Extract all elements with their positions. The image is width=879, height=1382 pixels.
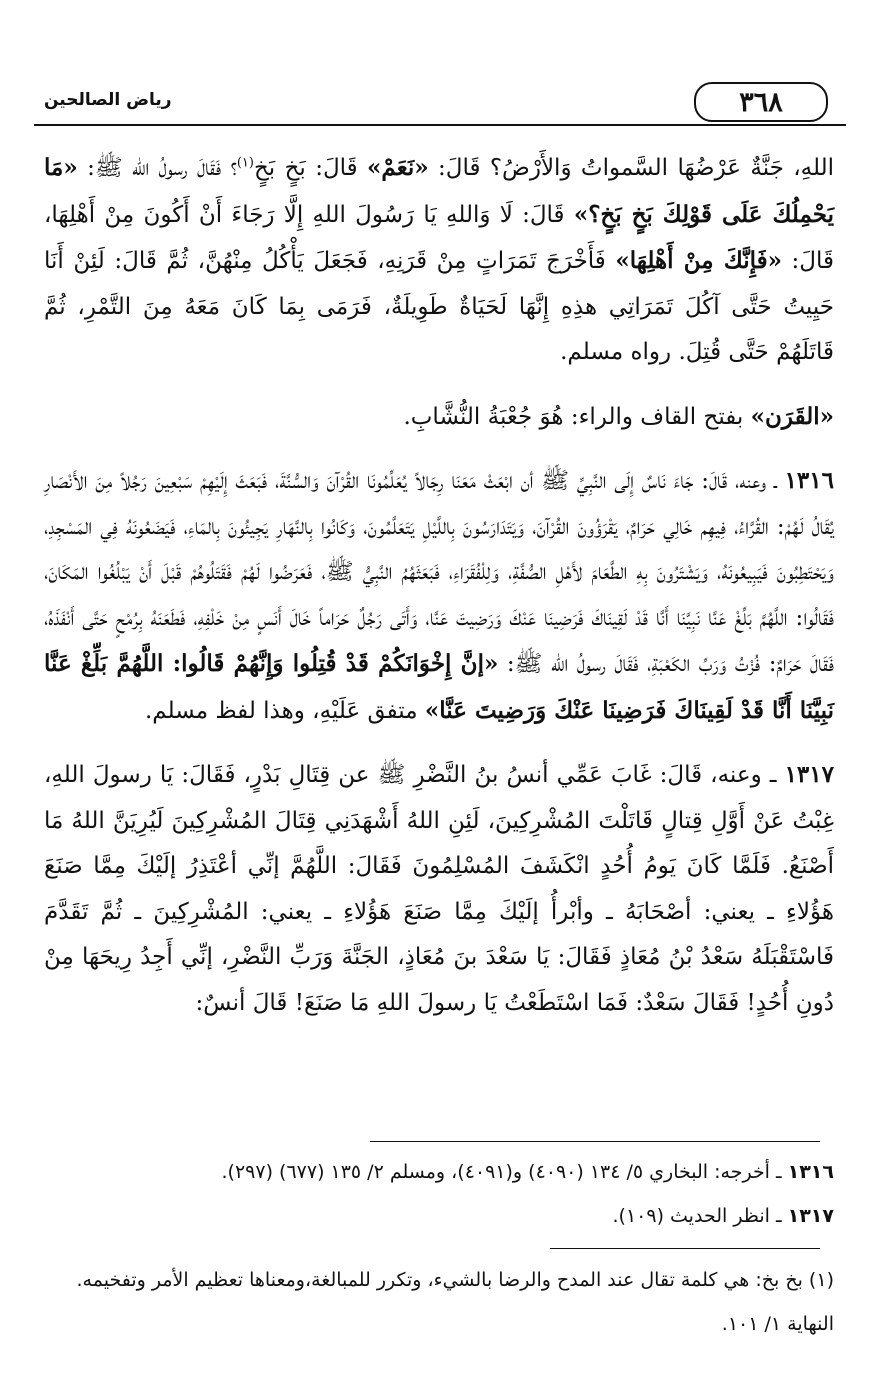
reference-number: ١٣١٧ bbox=[787, 1205, 834, 1227]
gloss-paragraph bbox=[44, 394, 834, 441]
hadith-source: متفق عَلَيْهِ، وهذا لفظ مسلم. bbox=[144, 697, 425, 724]
running-title: رياض الصالحين bbox=[44, 90, 172, 110]
prophet-quote: «إنَّ إِخْوَانَكُمْ قَدْ قُتِلُوا وَإِنَّهُمْ قَالُوا: اللَّهُمَّ بَلِّغْ عَنَّا نَبِيَّنَا أَنَّا قَدْ لَقِينَاكَ فَرَضِينَا عَنْكَ وَرَضِيتَ عَنَّا» bbox=[44, 650, 834, 724]
glossed-word: «القَرَن» bbox=[750, 402, 834, 430]
hadith-number: ١٣١٦ bbox=[784, 467, 834, 494]
reference-1316 bbox=[44, 1150, 834, 1194]
page-number-frame bbox=[694, 82, 828, 122]
page-header bbox=[34, 70, 846, 128]
hadith-references bbox=[44, 1150, 834, 1238]
footnote-divider bbox=[550, 1248, 820, 1249]
hadith-text: ـ وعنه، قَالَ: جَاءَ نَاسٌ إِلَى النَّبِيِّ ﷺ أن ابْعَثْ مَعَنَا رِجَالاً يُعَلِّمُونَا القُرْآنَ وَالسُّنَّةَ، فَبَعَثَ إِلَيْهِمْ سَبْعِينَ رَجُلاً مِنَ الأَنْصَارِ يُقَالُ لَهُمْ: القُرَّاءُ، فِيهِم خَالِي حَرَامٌ، يَقْرَؤُونَ القُرْآنَ، وَيَتَدَارَسُونَ بِاللَّيْلِ يَتَعَلَّمُونَ، وَكَانُوا بِالنَّهَارِ يَجِيئُونَ بِالمَاءِ، فَيَضَعُونَهُ فِي المَسْجِدِ، وَيَحْتَطِبُونَ فَيَبِيعُونَهُ، وَيَشْتَرُونَ بِهِ الطَّعَامَ لأَهْلِ الصُّفَّةِ، وَلِلْفُقَرَاءِ، فَبَعَثَهُمُ النَّبِيُّ ﷺ، فَعَرَضُوا لَهُمْ فَقَتَلُوهُمْ قَبْلَ أَنْ يَبْلُغُوا المَكَانَ، فَقَالُوا: اللَّهُمَّ بَلِّغْ عَنَّا نَبِيَّنَا أَنَّا قَدْ لَقِينَاكَ فَرَضِينَا عَنْكَ وَرَضِيتَ عَنَّا، وَأَتَى رَجُلٌ حَرَاماً خَالَ أَنَسٍ مِنْ خَلْفِهِ، فَطَعَنَهُ بِرُمْحٍ حَتَّى أَنْفَذَهُ، فَقَالَ حَرَامٌ: فُزْتُ وَرَبِّ الكَعْبَةِ، فَقَالَ رسولُ الله ﷺ: bbox=[44, 468, 834, 677]
prophet-quote: «نَعَمْ» bbox=[367, 154, 429, 181]
hadith-1316 bbox=[44, 458, 834, 734]
hadith-text: ـ وعنه، قَالَ: غَابَ عَمِّي أنسُ بنُ النَّضْرِ ﷺ عن قِتَالِ بَدْرٍ، فَقَالَ: يَا رسولَ اللهِ، غِبْتُ عَنْ أَوَّلِ قِتالٍ قَاتَلْتَ المُشْرِكِينَ، لَئِنِ اللهُ أَشْهَدَنِي قِتَالَ المُشْرِكِينَ لَيُرِيَنَّ اللهُ مَا أَصْنَعُ. فَلَمَّا كَانَ يَومُ أُحُدٍ انْكَشَفَ المُسْلِمُونَ فَقَالَ: اللَّهُمَّ إنِّي أعْتَذِرُ إلَيْكَ مِمَّا صَنَعَ هَؤُلاءِ ـ يعني: أصْحَابَهُ ـ وأبْرأُ إلَيْكَ مِمَّا صَنَعَ هَؤُلاءِ ـ يعني: المُشْرِكِينَ ـ ثُمَّ تَقَدَّمَ فَاسْتَقْبَلَهُ سَعْدُ بْنُ مُعَاذٍ فَقَالَ: يَا سَعْدَ بنَ مُعَاذٍ، الجَنَّةَ وَرَبِّ النَّضْرِ، إنِّي أَجِدُ رِيحَهَا مِنْ دُونِ أُحُدٍ! فَقَالَ سَعْدٌ: فَمَا اسْتَطَعْتُ يَا رسولَ اللهِ مَا صَنَعَ! قَالَ أنسٌ: bbox=[44, 762, 834, 1016]
text-run: قَالَ: بَخٍ بَخٍ bbox=[253, 155, 368, 181]
hadith-1317 bbox=[44, 752, 834, 1026]
text-run: فَأَخْرَجَ تَمَرَاتٍ مِنْ قَرَنِهِ، فَجَعَلَ يَأْكُلُ مِنْهُنَّ، ثُمَّ قَالَ: لَئِنْ أَنَا حَيِيتُ حَتَّى آكُلَ تَمَرَاتِي هذِهِ إِنَّهَا لَحَيَاةٌ طَوِيلَةٌ، فَرَمَى بِمَا كَانَ مَعَهُ مِنَ التَّمْرِ، ثُمَّ قَاتَلَهُمْ حَتَّى قُتِلَ. رواه مسلم. bbox=[44, 248, 834, 365]
text-run: قَالَ: لَا وَاللهِ يَا رَسُولَ اللهِ إِلَّا رَجَاءَ أَنْ أَكُونَ مِنْ أَهْلِهَا، قَالَ: bbox=[44, 201, 835, 274]
paragraph-continued bbox=[44, 145, 834, 376]
references-divider bbox=[370, 1141, 820, 1142]
page-number: ٣٦٨ bbox=[739, 86, 783, 118]
main-text bbox=[44, 145, 834, 1026]
reference-number: ١٣١٦ bbox=[787, 1161, 834, 1183]
prophet-quote: «مَا يَحْمِلُكَ عَلَى قَوْلِكَ بَخٍ بَخٍ؟» bbox=[44, 154, 834, 228]
reference-text: ـ أخرجه: البخاري ٥/ ١٣٤ (٤٠٩٠) و(٤٠٩١)، ومسلم ٢/ ١٣٥ (٦٧٧) (٢٩٧). bbox=[221, 1161, 788, 1183]
footnote: (١) بخ بخ: هي كلمة تقال عند المدح والرضا بالشيء، وتكرر للمبالغة،ومعناها تعظيم الأمر وتفخيمه. النهاية ١/ ١٠١. bbox=[76, 1269, 834, 1335]
gloss-text: بفتح القاف والراء: هُوَ جُعْبَةُ النُّشَّابِ. bbox=[403, 403, 751, 430]
prophet-quote: «فَإِنَّكَ مِنْ أَهْلِهَا» bbox=[615, 247, 782, 274]
text-run: ؟ فَقَالَ رسولُ الله ﷺ: bbox=[77, 155, 237, 181]
reference-text: ـ انظر الحديث (١٠٩). bbox=[612, 1205, 788, 1227]
header-divider bbox=[34, 124, 846, 126]
text-run: اللهِ، جَنَّةٌ عَرْضُهَا السَّمواتُ وَالأَرْضُ؟ قَالَ: bbox=[428, 155, 835, 181]
hadith-number: ١٣١٧ bbox=[784, 761, 834, 788]
reference-1317 bbox=[44, 1194, 834, 1238]
footnote-marker: (١) bbox=[236, 155, 254, 171]
